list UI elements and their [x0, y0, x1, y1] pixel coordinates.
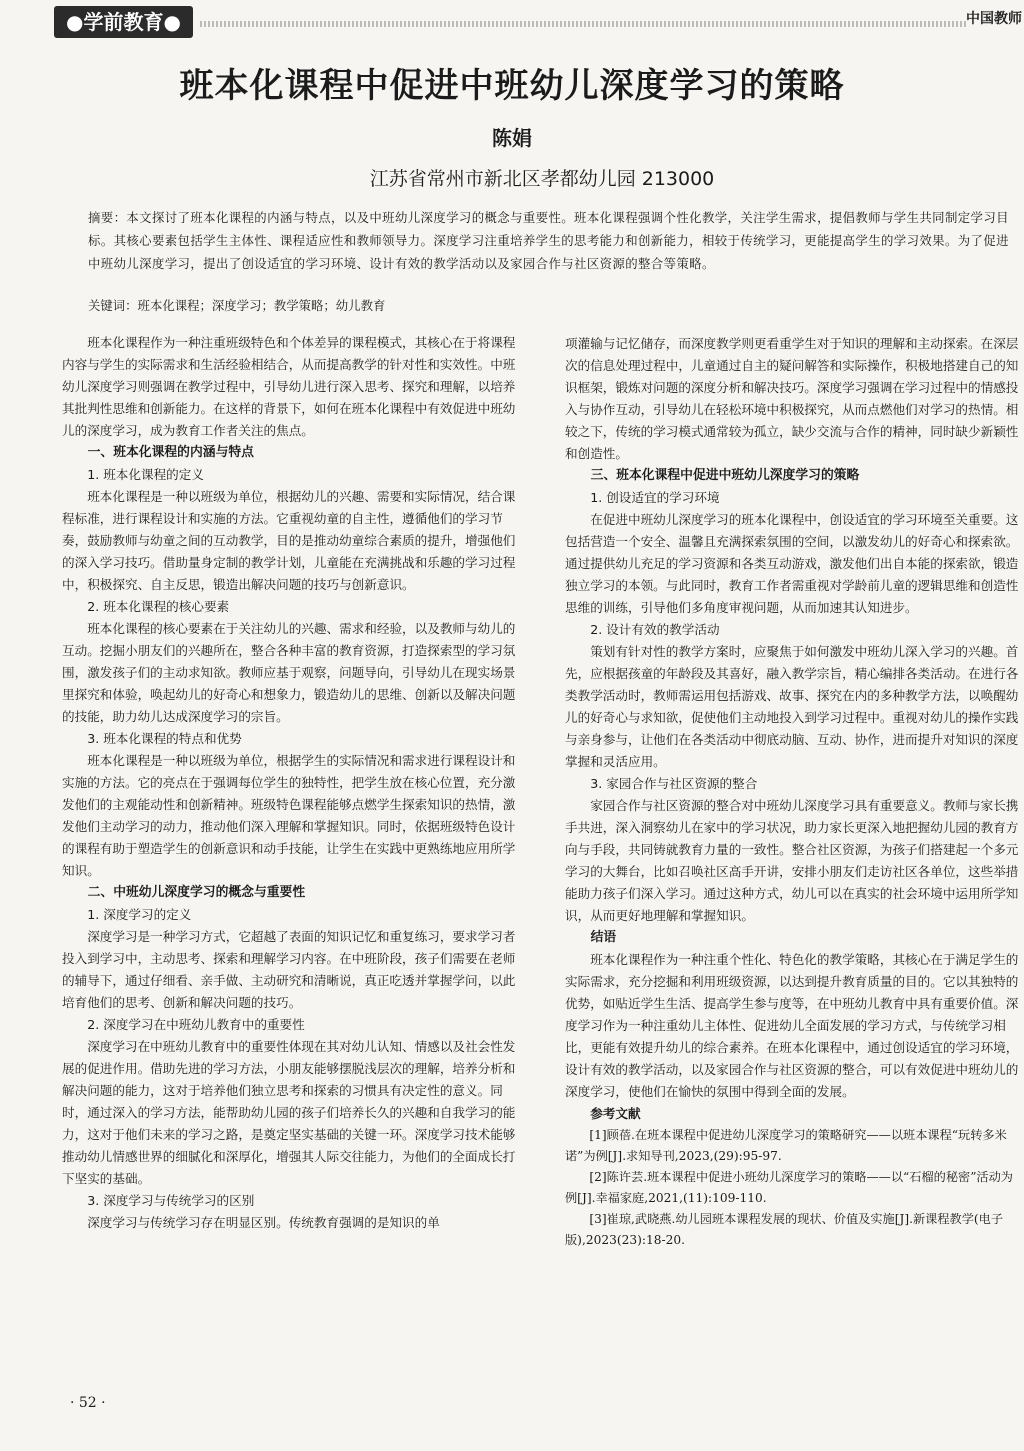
left-column	[62, 332, 524, 1234]
subsection-heading: 2. 设计有效的教学活动	[590, 622, 720, 637]
journal-name: 中国教师	[966, 11, 1022, 27]
body-paragraph: 在促进中班幼儿深度学习的班本化课程中，创设适宜的学习环境至关重要。这包括营造一个安全、温馨且充满探索氛围的空间，以激发幼儿的好奇心和探索欲。通过提供幼儿充足的学习资源和各类互动游戏，激发他们出自本能的探索欲，锻造独立学习的本领。与此同时，教育工作者需重视对学龄前儿童的逻辑思维和创造性思维的训练，引导他们多角度审视问题，从而加速其认知进步。	[565, 512, 1019, 615]
body-paragraph: 班本化课程的核心要素在于关注幼儿的兴趣、需求和经验，以及教师与幼儿的互动。挖掘小朋友们的兴趣所在，整合各种丰富的教育资源，打造探索型的学习氛围，激发孩子们的主动求知欲。教师应基于观察，问题导向，引导幼儿在现实场景里探究和体验，唤起幼儿的好奇心和想象力，锻造幼儿的思维、创新以及解决问题的技能，助力幼儿达成深度学习的宗旨。	[62, 621, 516, 724]
article-title: 班本化课程中促进中班幼儿深度学习的策略	[179, 66, 845, 106]
body-paragraph: 班本化课程作为一种注重个性化、特色化的教学策略，其核心在于满足学生的实际需求，充分挖掘和利用班级资源，以达到提升教育质量的目的。它以其独特的优势，如贴近学生生活、提高学生参与度等，在中班幼儿教育中具有重要价值。深度学习作为一种注重幼儿主体性、促进幼儿全面发展的学习方式，与传统学习相比，更能有效提升幼儿的综合素养。在班本化课程中，通过创设适宜的学习环境，设计有效的教学活动，以及家园合作与社区资源的整合，可以有效促进中班幼儿的深度学习，使他们在愉快的氛围中得到全面的发展。	[565, 952, 1019, 1099]
subsection-heading: 2. 深度学习在中班幼儿教育中的重要性	[87, 1017, 305, 1032]
right-column	[565, 333, 1021, 1251]
subsection-heading: 2. 班本化课程的核心要素	[87, 599, 230, 614]
reference-item: [2]陈许芸.班本课程中促进小班幼儿深度学习的策略——以“石榴的秘密”活动为例[J].幸福家庭,2021,(11):109-110.	[565, 1170, 1013, 1205]
body-paragraph: 班本化课程作为一种注重班级特色和个体差异的课程模式，其核心在于将课程内容与学生的实际需求和生活经验相结合，从而提高教学的针对性和实效性。中班幼儿深度学习则强调在教学过程中，引导幼儿进行深入思考、探究和理解，以培养其批判性思维和创新能力。在这样的背景下，如何在班本化课程中有效促进中班幼儿的深度学习，成为教育工作者关注的焦点。	[62, 335, 516, 438]
section-heading: 三、班本化课程中促进中班幼儿深度学习的策略	[590, 468, 860, 483]
abstract: 摘要：本文探讨了班本化课程的内涵与特点，以及中班幼儿深度学习的概念与重要性。班本化课程强调个性化教学，关注学生需求，提倡教师与学生共同制定学习目标。其核心要素包括学生主体性、课程适应性和教师领导力。深度学习注重培养学生的思考能力和创新能力，相较于传统学习，更能提高学生的学习效果。为了促进中班幼儿深度学习，提出了创设适宜的学习环境、设计有效的教学活动以及家园合作与社区资源的整合等策略。	[88, 210, 1009, 271]
body-paragraph: 项灌输与记忆储存，而深度教学则更看重学生对于知识的理解和主动探索。在深层次的信息处理过程中，儿童通过自主的疑问解答和实际操作，积极地搭建自己的知识框架，锻炼对问题的深度分析和解决技巧。深度学习强调在学习过程中的情感投入与协作互动，引导幼儿在轻松环境中积极探究，从而点燃他们对学习的热情。相较之下，传统的学习模式通常较为孤立，缺少交流与合作的精神，同时缺少新颖性和创造性。	[565, 336, 1019, 461]
author-name: 陈娟	[492, 126, 532, 150]
subsection-heading: 1. 班本化课程的定义	[87, 467, 204, 482]
body-paragraph: 班本化课程是一种以班级为单位，根据学生的实际情况和需求进行课程设计和实施的方法。它的亮点在于强调每位学生的独特性，把学生放在核心位置，充分激发他们的主观能动性和创新精神。班级特色课程能够点燃学生探索知识的热情，激发他们主动学习的动力，推动他们深入理解和掌握知识。同时，依据班级特色设计的课程有助于塑造学生的创新意识和动手技能，让学生在实践中更熟练地应用所学知识。	[62, 753, 516, 878]
author-affiliation: 江苏省常州市新北区孝都幼儿园 213000	[369, 168, 715, 190]
reference-item: [1]顾蓓.在班本课程中促进幼儿深度学习的策略研究——以班本课程“玩转多米诺”为例[J].求知导刊,2023,(29):95-97.	[565, 1128, 1007, 1163]
keywords: 关键词：班本化课程；深度学习；教学策略；幼儿教育	[88, 298, 386, 313]
subsection-heading: 1. 深度学习的定义	[87, 907, 192, 922]
body-paragraph: 深度学习在中班幼儿教育中的重要性体现在其对幼儿认知、情感以及社会性发展的促进作用。借助先进的学习方法，小朋友能够摆脱浅层次的理解，培养分析和解决问题的能力，这对于培养他们独立思考和探索的习惯具有决定性的意义。同时，通过深入的学习方法，能帮助幼儿园的孩子们培养长久的兴趣和自我学习的能力，这对于他们未来的学习之路，是奠定坚实基础的关键一环。深度学习技术能够推动幼儿情感世界的细腻化和深厚化，增强其人际交往能力，为他们的全面成长打下坚实的基础。	[62, 1039, 516, 1186]
subsection-heading: 3. 家园合作与社区资源的整合	[590, 776, 758, 791]
subsection-heading: 1. 创设适宜的学习环境	[590, 490, 720, 505]
section-heading: 结语	[590, 930, 617, 945]
section-tag: ●学前教育●	[54, 6, 193, 38]
body-paragraph: 深度学习是一种学习方式，它超越了表面的知识记忆和重复练习，要求学习者投入到学习中，主动思考、探索和理解学习内容。在中班阶段，孩子们需要在老师的辅导下，通过仔细看、亲手做、主动研究和清晰说，真正吃透并掌握学问，以此培育他们的思考、创新和解决问题的技巧。	[62, 929, 516, 1010]
section-heading: 一、班本化课程的内涵与特点	[87, 445, 254, 460]
subsection-heading: 3. 班本化课程的特点和优势	[87, 731, 242, 746]
references-heading: 参考文献	[590, 1106, 641, 1121]
body-paragraph: 策划有针对性的教学方案时，应聚焦于如何激发中班幼儿深入学习的兴趣。首先，应根据孩童的年龄段及其喜好，融入教学宗旨，精心编排各类活动。在进行各类教学活动时，教师需运用包括游戏、故事、探究在内的多种教学方法，以唤醒幼儿的好奇心与求知欲，促使他们主动地投入到学习过程中。重视对幼儿的操作实践与亲身参与，让他们在各类活动中彻底动脑、互动、协作，进而提升对知识的深度掌握和灵活应用。	[565, 644, 1019, 769]
body-paragraph: 家园合作与社区资源的整合对中班幼儿深度学习具有重要意义。教师与家长携手共进，深入洞察幼儿在家中的学习状况，助力家长更深入地把握幼儿园的教育方向与手段，共同铸就教育力量的一致性。整合社区资源，为孩子们搭建起一个多元学习的大舞台，比如召唤社区高手开讲，安排小朋友们走访社区各单位，这些举措能助力孩子们深入学习。通过这种方式，幼儿可以在真实的社会环境中运用所学知识，从而更好地理解和掌握知识。	[565, 798, 1019, 923]
header-rule	[200, 21, 966, 27]
page-number: · 52 ·	[70, 1395, 106, 1411]
section-heading: 二、中班幼儿深度学习的概念与重要性	[87, 885, 306, 900]
body-paragraph: 班本化课程是一种以班级为单位，根据幼儿的兴趣、需要和实际情况，结合课程标准，进行课程设计和实施的方法。它重视幼童的自主性，遵循他们的学习节奏，鼓励教师与幼童之间的互动教学，目的是推动幼童综合素质的提升，增强他们的深入学习技巧。借助量身定制的教学计划，儿童能在充满挑战和乐趣的学习过程中，积极探究、自主反思，锻造出解决问题的技巧与创新意识。	[62, 489, 516, 592]
reference-item: [3]崔琼,武晓燕.幼儿园班本课程发展的现状、价值及实施[J].新课程教学(电子版),2023(23):18-20.	[565, 1212, 1004, 1247]
subsection-heading: 3. 深度学习与传统学习的区别	[87, 1193, 255, 1208]
body-paragraph: 深度学习与传统学习存在明显区别。传统教育强调的是知识的单	[87, 1215, 440, 1230]
page-header	[0, 0, 1024, 42]
